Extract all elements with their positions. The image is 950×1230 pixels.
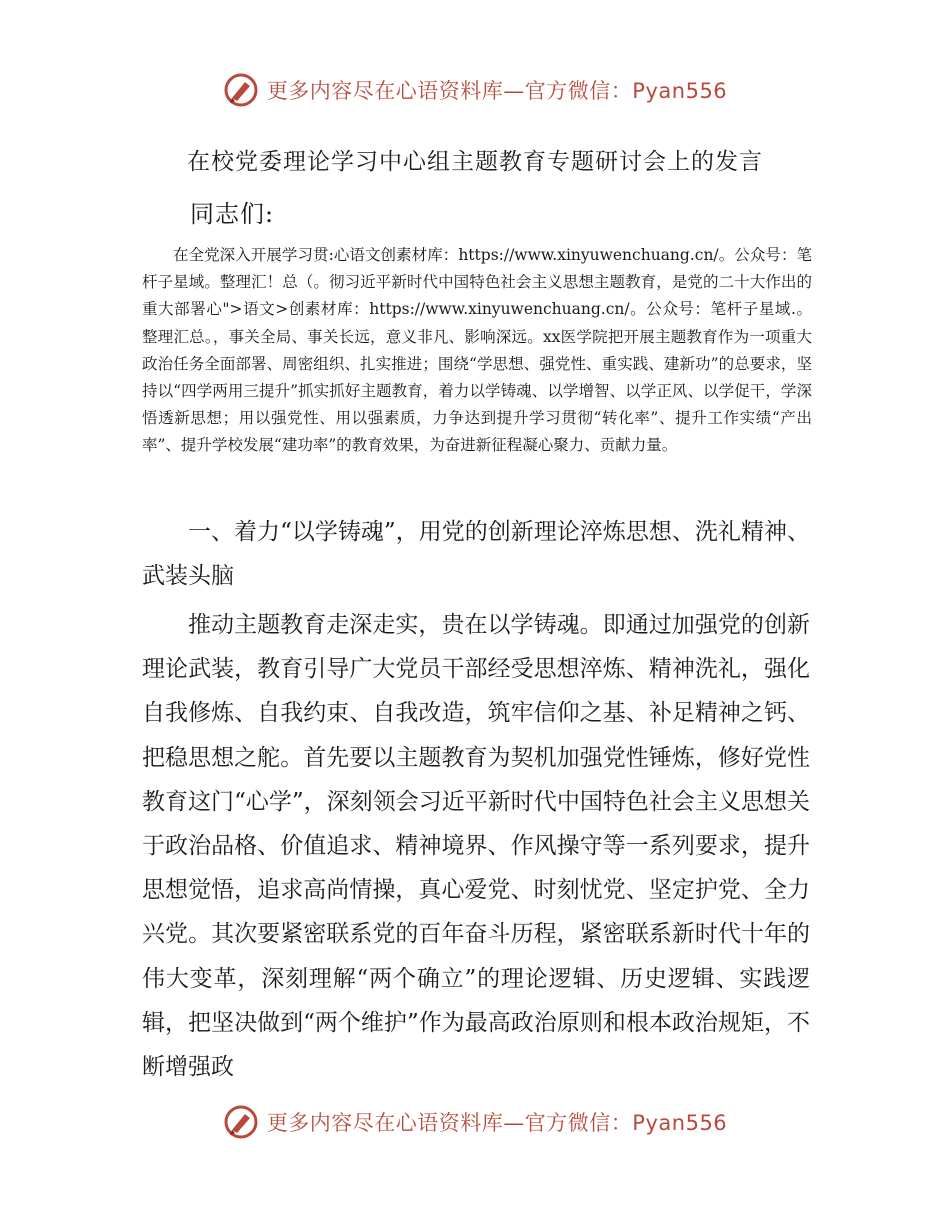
pen-logo-icon [223,1104,259,1140]
footer-watermark-banner [0,1100,950,1144]
pen-logo-icon [223,72,259,108]
section-body-paragraph: 推动主题教育走深走实，贵在以学铸魂。即通过加强党的创新理论武装，教育引导广大党员干部经受思想淬炼、精神洗礼，强化自我修炼、自我约束、自我改造，筑牢信仰之基、补足精神之钙、把稳思想之舵。首先要以主题教育为契机加强党性锤炼，修好党性教育这门“心学”，深刻领会习近平新时代中国特色社会主义思想关于政治品格、价值追求、精神境界、作风操守等一系列要求，提升思想觉悟，追求高尚情操，真心爱党、时刻忧党、坚定护党、全力兴党。其次要紧密联系党的百年奋斗历程，紧密联系新时代十年的伟大变革，深刻理解“两个确立”的理论逻辑、历史逻辑、实践逻辑，把坚决做到“两个维护”作为最高政治原则和根本政治规矩，不断增强政 [142,612,810,1081]
document-title: 在校党委理论学习中心组主题教育专题研讨会上的发言 [187,149,763,175]
header-watermark-banner [0,68,950,112]
section-heading: 一、着力“以学铸魂”，用党的创新理论淬炼思想、洗礼精神、武装头脑 [142,519,810,589]
watermark-text: 更多内容尽在心语资料库—官方微信：Pyan556 [266,79,728,103]
watermark-text: 更多内容尽在心语资料库—官方微信：Pyan556 [266,1111,728,1135]
salutation: 同志们: [190,200,275,228]
intro-paragraph: 在全党深入开展学习贯:心语文创素材库：https://www.xinyuwenchuang.cn/。公众号：笔杆子星域。整理汇！总（。彻习近平新时代中国特色社会主义思想主题教育，是党的二十大作出的重大部署心">语文>创素材库：https://www.xinyuwenchuang.cn/。公众号：笔杆子星域.。整理汇总。，事关全局、事关长远，意义非凡、影响深远。xx医学院把开展主题教育作为一项重大政治任务全面部署、周密组织、扎实推进；围绕“学思想、强党性、重实践、建新功”的总要求，坚持以“四学两用三提升”抓实抓好主题教育，着力以学铸魂、以学增智、以学正风、以学促干，学深悟透新思想；用以强党性、用以强素质，力争达到提升学习贯彻“转化率”、提升工作实绩“产出率”、提升学校发展“建功率”的教育效果，为奋进新征程凝心聚力、贡献力量。 [142,246,812,455]
